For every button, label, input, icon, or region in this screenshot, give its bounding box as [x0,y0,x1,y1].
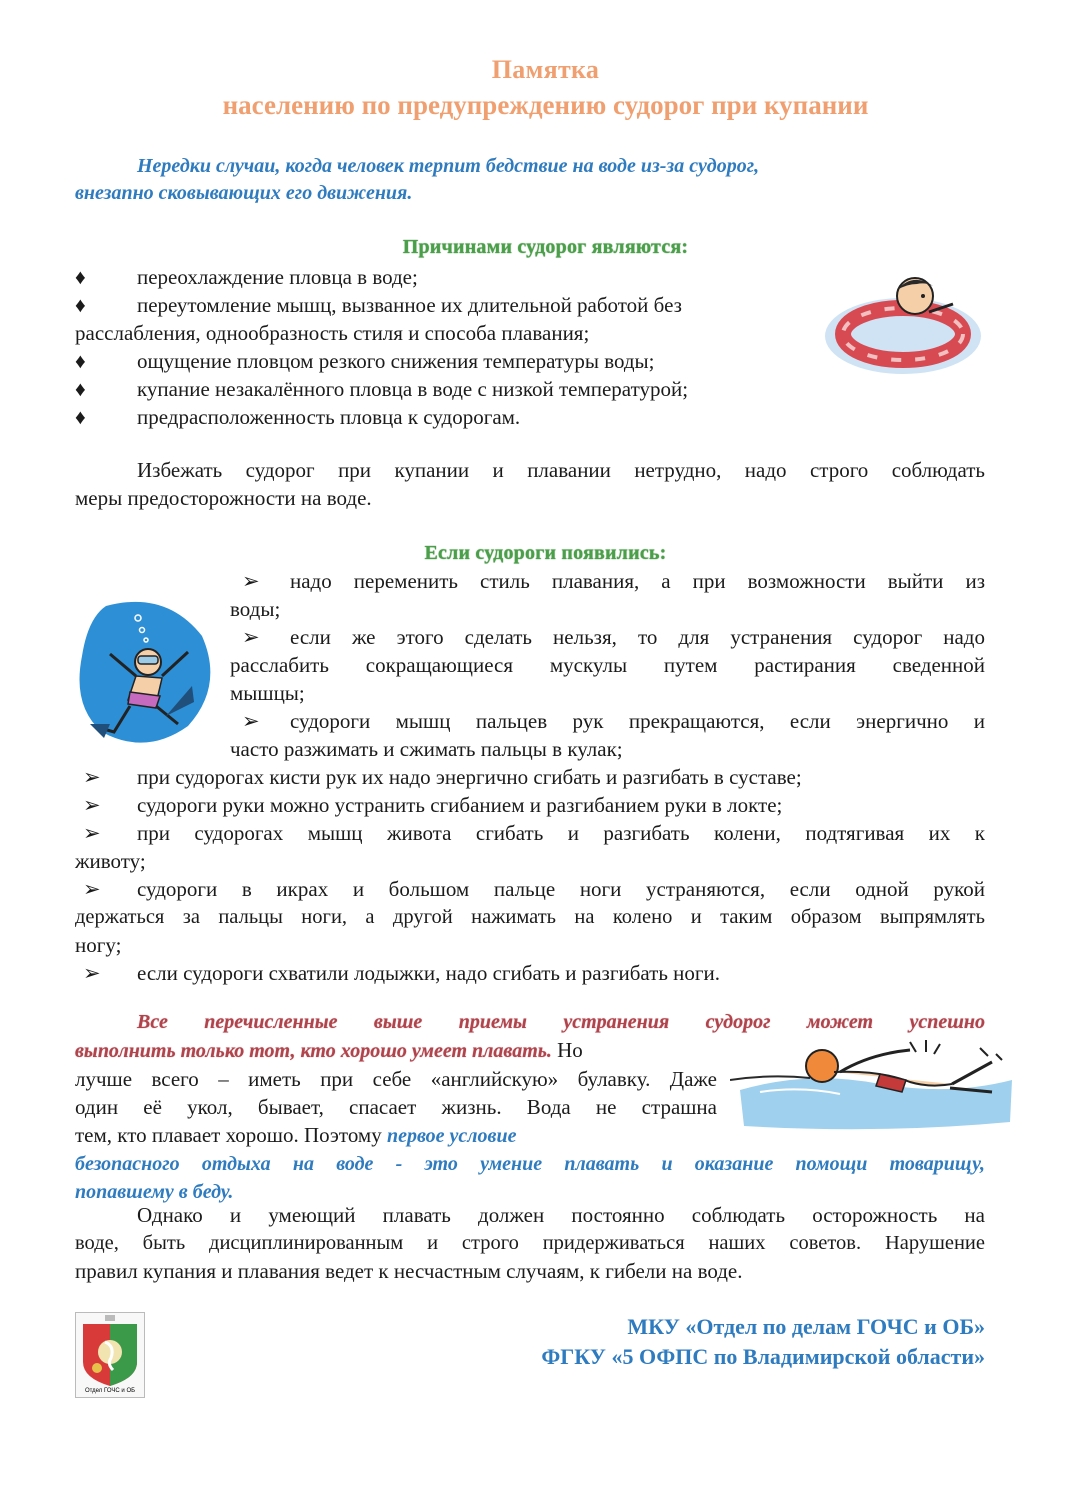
avoid-paragraph [75,456,985,512]
page-title: Памятка [491,55,600,84]
diamond-bullet-icon: ♦ [75,265,86,289]
list-item: ♦ купание незакалённого пловца в воде с низкой температурой; [75,377,689,401]
intro-line: Нередки случаи, когда человек терпит бедствие на воде из-за судорог, [137,155,760,177]
arrow-bullet-icon: ➢ [242,625,260,649]
cramps-heading: Если судороги появились: [424,542,667,564]
red-italic-line: Все перечисленные выше приемы устранения судорог может успешно [137,1011,985,1033]
list-item: ➢ при судорогах кисти рук их надо энергично сгибать и разгибать в суставе; [75,763,985,791]
causes-list [75,263,835,431]
cramps-list [75,567,985,987]
text-line: лучше всего – иметь при себе «английскую» булавку. Даже [75,1067,717,1091]
diamond-bullet-icon: ♦ [75,293,86,317]
text-line: меры предосторожности на воде. [75,486,372,510]
list-item: ➢ если же этого сделать нельзя, то для устранения судорог надо [230,623,985,651]
text-line: правил купания и плавания ведет к несчастным случаям, к гибели на воде. [75,1259,743,1283]
final-paragraph [75,1201,985,1285]
list-item: ➢ судороги в икрах и большом пальце ноги устраняются, если одной рукой [75,875,985,903]
svg-text:Отдел ГОЧС и ОБ: Отдел ГОЧС и ОБ [84,1388,136,1394]
list-item: ➢ судороги руки можно устранить сгибанием и разгибанием руки в локте; [75,791,985,819]
arrow-bullet-icon: ➢ [242,569,260,593]
intro-line: внезапно сковывающих его движения. [75,182,413,204]
text-line: выполнить только тот, кто хорошо умеет плавать. Но [75,1038,583,1062]
list-item-continuation: расслабления, однообразность стиля и способа плавания; [75,321,590,345]
arrow-bullet-icon: ➢ [83,765,101,789]
diamond-bullet-icon: ♦ [75,349,86,373]
list-item: ♦ ощущение пловцом резкого снижения температуры воды; [75,349,655,373]
list-item: ➢ надо переменить стиль плавания, а при возможности выйти из [230,567,985,595]
diamond-bullet-icon: ♦ [75,405,86,429]
arrow-bullet-icon: ➢ [83,877,101,901]
list-item-continuation: ногу; [75,933,122,957]
footer-org-line: МКУ «Отдел по делам ГОЧС и ОБ» [627,1314,985,1339]
text-line: Избежать судорог при купании и плавании нетрудно, надо строго соблюдать [137,458,985,482]
swimmer-crawl-illustration [730,1030,1020,1130]
text-line: Однако и умеющий плавать должен постоянно соблюдать осторожность на [137,1203,985,1227]
arrow-bullet-icon: ➢ [83,793,101,817]
swimmer-ring-illustration [825,268,985,380]
list-item: ➢ при судорогах мышц живота сгибать и разгибать колени, подтягивая их к [75,819,985,847]
causes-heading: Причинами судорог являются: [402,236,689,258]
diamond-bullet-icon: ♦ [75,377,86,401]
list-item: ➢ судороги мышц пальцев рук прекращаются, если энергично и [230,707,985,735]
footer-org-line: ФГКУ «5 ОФПС по Владимирской области» [541,1344,985,1369]
arrow-bullet-icon: ➢ [83,961,101,985]
list-item-continuation: часто разжимать и сжимать пальцы в кулак; [230,737,623,761]
blue-italic-line: попавшему в беду. [75,1181,234,1203]
list-item-continuation: мышцы; [230,681,305,705]
footer-organizations [300,1312,985,1372]
list-item-continuation: животу; [75,849,146,873]
list-item: ♦ предрасположенность пловца к судорогам. [75,405,521,429]
list-item-continuation: воды; [230,597,281,621]
arrow-bullet-icon: ➢ [83,821,101,845]
list-item-continuation: держаться за пальцы ноги, а другой нажимать на колено и таким образом выпрямлять [75,906,985,928]
arrow-bullet-icon: ➢ [242,709,260,733]
text-line: тем, кто плавает хорошо. Поэтому первое условие [75,1123,517,1147]
list-item: ♦ переутомление мышц, вызванное их длительной работой без [75,293,682,317]
text-line: воде, быть дисциплинированным и строго придерживаться наших советов. Нарушение [75,1232,985,1254]
intro-paragraph [75,153,985,207]
list-item: ♦ переохлаждение пловца в воде; [75,265,418,289]
page-subtitle: населению по предупреждению судорог при купании [222,90,869,120]
text-line: один её укол, бывает, спасает жизнь. Вода не страшна [75,1095,717,1119]
emblem-stamp [75,1312,145,1398]
blue-italic-line: безопасного отдыха на воде - это умение плавать и оказание помощи товарищу, [75,1153,985,1175]
list-item: ➢ если судороги схватили лодыжки, надо сгибать и разгибать ноги. [75,959,985,987]
list-item-continuation: расслабить сокращающиеся мускулы путем растирания сведенной [230,653,985,677]
